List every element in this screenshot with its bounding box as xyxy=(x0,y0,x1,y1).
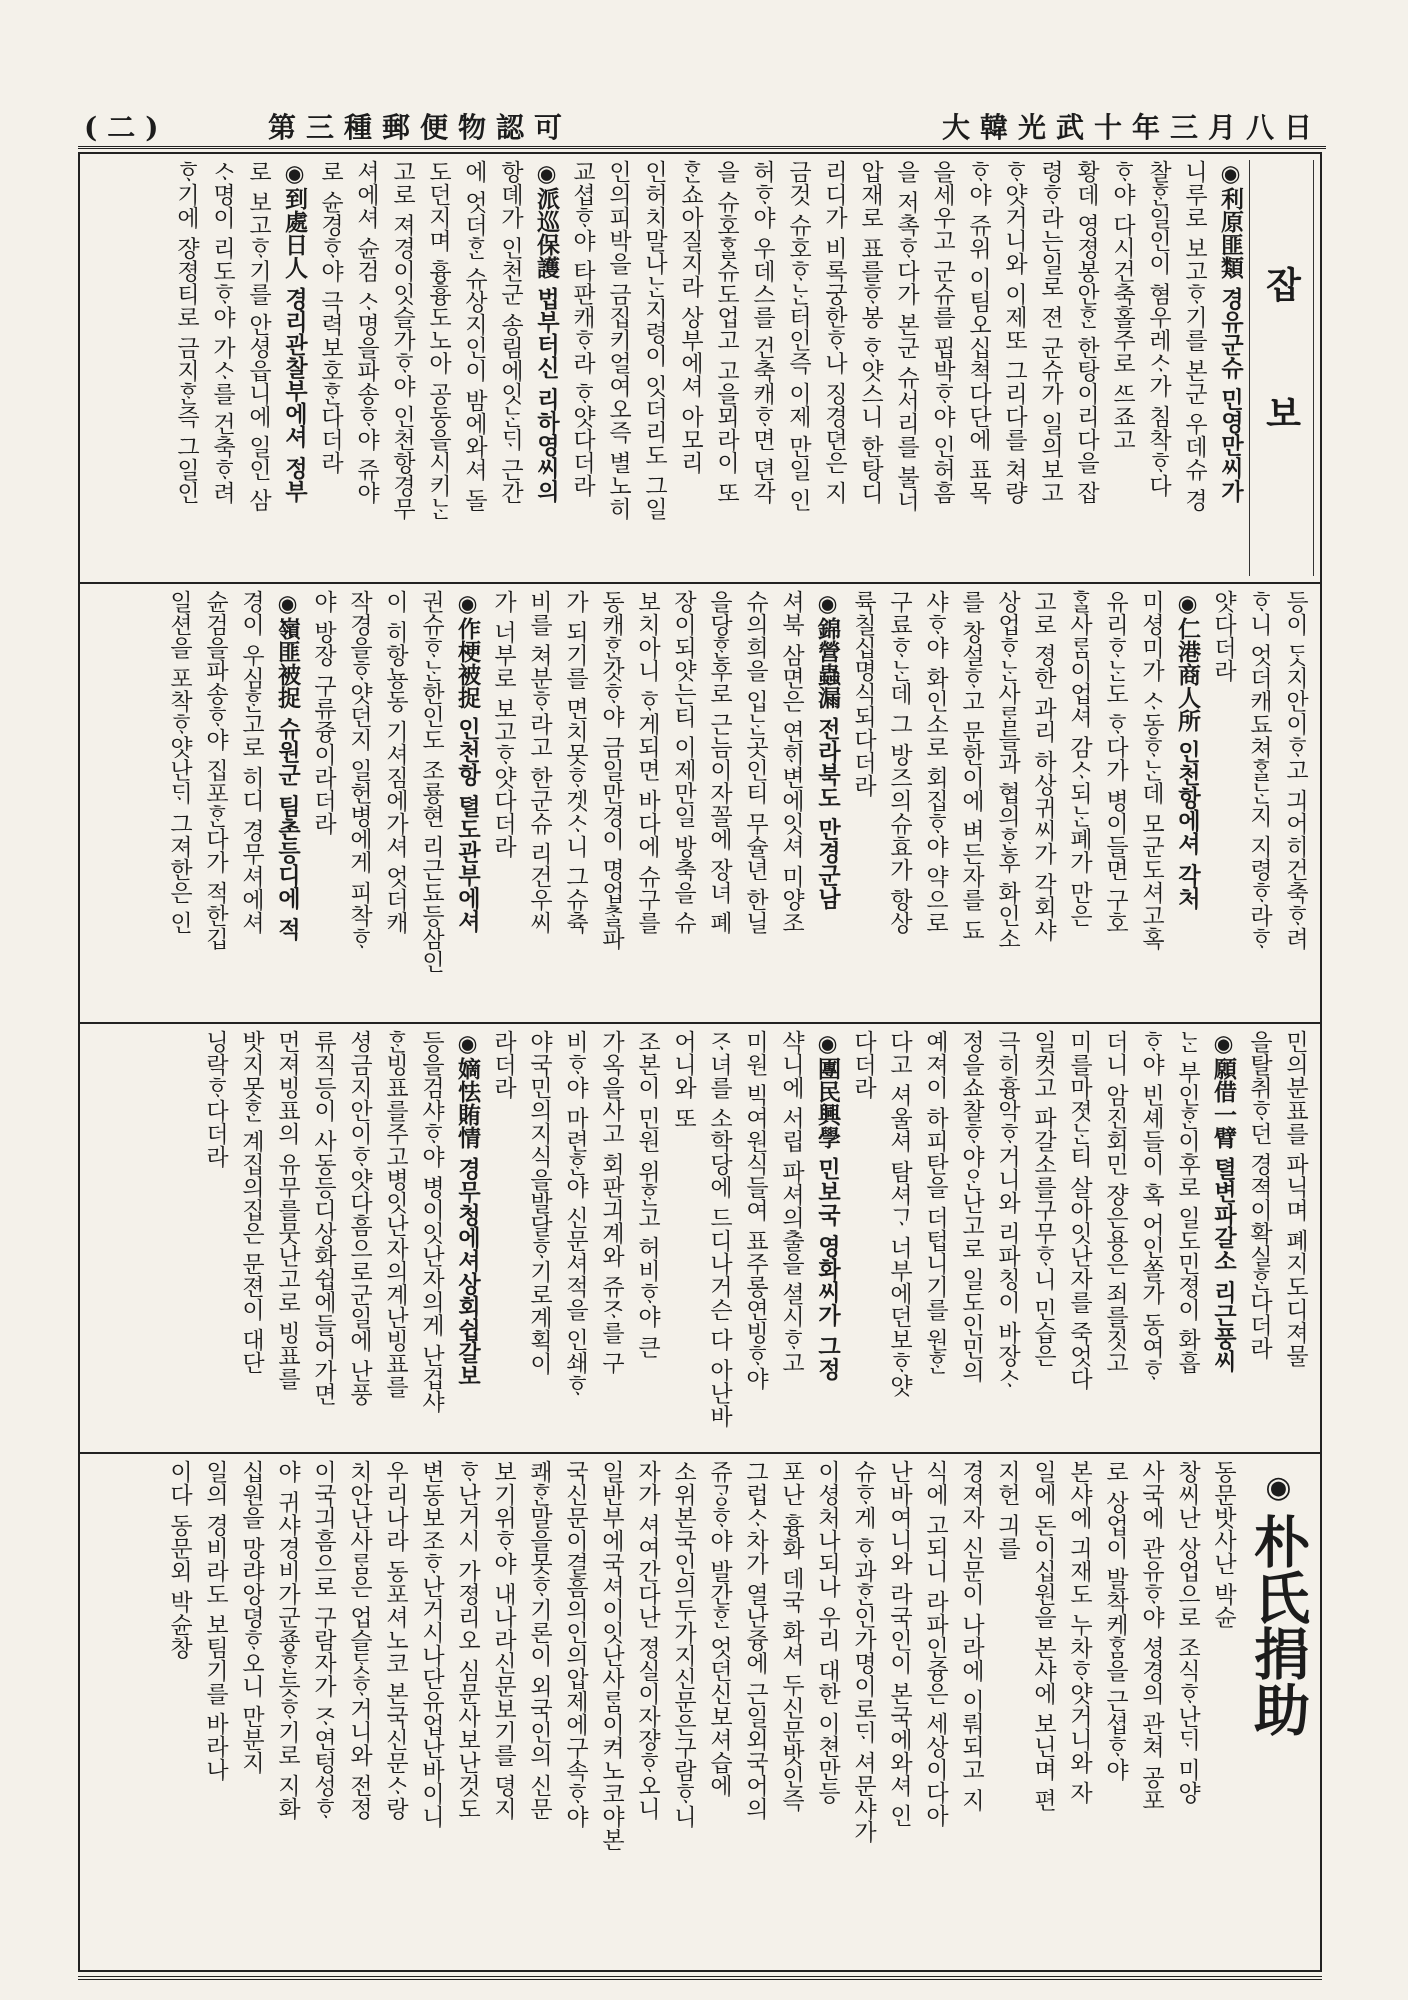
text-column: 허ᄒᆞ야 우데스를 건축캐ᄒᆞ면 뎐각 xyxy=(749,160,775,504)
article-title-text: 朴氏捐助 xyxy=(1245,1513,1311,1737)
text-column: ᄒᆞᆯ사ᄅᆞᆷ이업셔 감ᄉᆞ되ᄂᆞᆫ폐가 만은 xyxy=(1066,590,1092,927)
text-column: 셩금지안이ᄒᆞ얏다흠으로군일에 난풍 xyxy=(346,1030,372,1406)
text-column: 보기위ᄒᆞ야 내나라신문보기를 뎡지 xyxy=(490,1460,516,1820)
text-column: 유리ᄒᆞᄂᆞᆫ도 ᄒᆞ다가 병이들면 구호 xyxy=(1102,590,1128,934)
tier-2 xyxy=(80,584,1320,1024)
text-column: 더니 암진회민 쟝은용은 죄를짓고 xyxy=(1102,1030,1128,1374)
postal-permit-text: 第三種郵便物認可 xyxy=(268,111,573,144)
text-column: 을세우고 군슈를 핍박ᄒᆞ야 인허흠 xyxy=(929,160,955,504)
text-column: 상업ᄒᆞᄂᆞᆫ사ᄅᆞᆷ들과 협의ᄒᆞᆫ후 화인소 xyxy=(994,590,1020,950)
text-column: 니루로 보고ᄒᆞ기를 본군 우데슈 경 xyxy=(1181,160,1207,512)
text-column: 가 되기를 면치못ᄒᆞ겟ᄉᆞ니 그슈츅 xyxy=(562,590,588,934)
text-column: 리디가 비록궁한ᄒᆞ나 징경뎐은 지 xyxy=(821,160,847,504)
text-column: 을당ᄒᆞᆫ후로 근늠이자꼴에 장녀 폐 xyxy=(706,590,732,934)
text-column: 항뎨가 인천군 송림에잇ᄂᆞᆫᄃᆡ 근간 xyxy=(497,160,523,504)
text-column: 야 귀샤경비가군죵ᄒᆞᆫ듯ᄒᆞ기로 지화 xyxy=(274,1460,300,1820)
text-column: ᄒᆞ기에 쟝졍티로 금지ᄒᆞᆫ즉 그일인 xyxy=(173,160,199,504)
text-column: ᄂᆞᆫ 부인ᄒᆞᆫ이후로 일도민졍이 화흡 xyxy=(1174,1030,1200,1374)
text-column: 일컷고 파갈소를구무ᄒᆞ니 민습은 xyxy=(1030,1030,1056,1367)
text-column: 얏다더라 xyxy=(1210,590,1236,682)
text-column: 을 슈호ᄒᆞᆯ슈도업고 고을뫼라이 또 xyxy=(713,160,739,504)
text-column: 가옥을사고 회판긔계와 쥬ᄌᆞ를 구 xyxy=(598,1030,624,1374)
text-column: 도던지며 흉흉도노아 공동을시키ᄂᆞᆫ xyxy=(425,160,451,520)
tier-3-columns xyxy=(90,1030,1314,1446)
text-column: 일에 돈이십원을 본샤에 보닌며 편 xyxy=(1030,1460,1056,1812)
text-column: 이다 동문외 박슌창 xyxy=(166,1460,192,1659)
text-column: 변동보조ᄒᆞ난거시나단유업난바이니 xyxy=(418,1460,444,1828)
text-column: ᄌᆞ녀를 소학당에 드디나거슨 다 아난바 xyxy=(706,1030,732,1428)
text-column: 야국민의지식을발달ᄒᆞ기로계획이 xyxy=(526,1030,552,1375)
text-column: 다더라 xyxy=(850,1030,876,1099)
tier-3 xyxy=(80,1024,1320,1454)
text-column: 포난 흉화 데국 화셔 두신문밧인즉 xyxy=(778,1460,804,1812)
text-column: 예져이 하피탄을 더텁니기를 원ᄒᆞᆫ xyxy=(922,1030,948,1374)
text-column: 경져자 신문이 나라에 이뤄되고 지 xyxy=(958,1460,984,1812)
text-column: 구료ᄒᆞᄂᆞᆫ데 그 방즈의슈효가 항상 xyxy=(886,590,912,934)
text-column: 셔에셔 슌검 ᄉᆞ명을파송ᄒᆞ야 쥬야 xyxy=(353,160,379,504)
text-column: ◉到處日人 경리관찰부에셔 정부 xyxy=(281,160,308,503)
text-column: 가 너부로 보고ᄒᆞ얏다더라 xyxy=(490,590,516,858)
page-number: (二) xyxy=(84,111,169,144)
text-column: ◉利原匪類 경유군슈 민영만씨가 xyxy=(1217,160,1244,503)
text-column: 샥니에 서립 파셔의출을 셜시ᄒᆞ고 xyxy=(778,1030,804,1374)
text-column: 장이되얏는티 이제만일 방축을 슈 xyxy=(670,590,696,934)
text-column: 미원 빅여원식들여 표주롱연빙ᄒᆞ야 xyxy=(742,1030,768,1390)
masthead-line xyxy=(78,100,1326,149)
text-column: 쾌ᄒᆞᆫ말을못ᄒᆞ기론이 외국인의 신문 xyxy=(526,1460,552,1820)
bottom-border xyxy=(78,1976,1322,1980)
text-column: 고로 졍한 과리 하상귀씨가 각회샤 xyxy=(1030,590,1056,942)
text-column: 치안난사ᄅᆞᆷ은 업슬ᄃᆞᆺᄒᆞ거니와 전정 xyxy=(346,1460,372,1820)
text-column: ◉作梗被捉 인천항 텰도관부에셔 xyxy=(454,590,481,933)
text-column: 작경을ᄒᆞ얏던지 일헌병에게 피착ᄒᆞ xyxy=(346,590,372,950)
text-column: 셔북 삼면은 연ᄒᆡ변에잇셔 미양조 xyxy=(778,590,804,934)
postal-permit xyxy=(84,106,572,146)
text-column: 난바여니와 라국인이 본국에와셔 인 xyxy=(886,1460,912,1827)
text-column: 자가 셔여간다난 졍실이자쟝ᄒᆞ오니 xyxy=(634,1460,660,1820)
newspaper-page xyxy=(78,100,1326,1980)
text-column: ᄒᆞᆫ쇼아질지라 상부에셔 아모리 xyxy=(677,160,703,474)
text-column: 우리나라 동포셔노코 본국신문ᄉᆞ랑 xyxy=(382,1460,408,1820)
text-column: 미셩미가 ᄉᆞ동ᄒᆞᄂᆞᆫ데 모군도셔고혹 xyxy=(1138,590,1164,950)
text-column: 다고 셔울셔 탐셔ᄀᆞ 너부에던보ᄒᆞ얏 xyxy=(886,1030,912,1397)
text-column: ◉嫡怯賄情 경무청에셔상회쉽갈보 xyxy=(454,1030,481,1388)
text-column: 를 창설ᄒᆞ고 문한이에 벼든자를 됴 xyxy=(958,590,984,942)
tier-4 xyxy=(80,1454,1320,1970)
text-column: ᄒᆞ니 엇더캐됴쳐ᄒᆞᆯᄂᆞᆫ지 지령ᄒᆞ라ᄒᆞ xyxy=(1246,590,1272,950)
text-column: 비를 쳐분ᄒᆞ라고 한군슈 리건우씨 xyxy=(526,590,552,934)
title-bullet-icon: ◉ xyxy=(1261,1470,1296,1505)
text-column: 찰ᄒᆞᆫ일인이 혐우레ᄉᆞ가 침착ᄒᆞ다 xyxy=(1145,160,1171,497)
text-column: 샤ᄒᆞ야 화인소로 회집ᄒᆞ야 약으로 xyxy=(922,590,948,934)
text-column: ◉團民興學 민보국 영화씨가 그정 xyxy=(814,1030,841,1381)
text-column: 로 슌경ᄒᆞ야 극력보호ᄒᆞᆫ다더라 xyxy=(317,160,343,474)
tier-2-columns xyxy=(90,590,1314,1016)
text-column: 금것 슈호ᄒᆞᄂᆞᆫ터인즉 이제 만일 인 xyxy=(785,160,811,512)
text-column: 라더라 xyxy=(490,1030,516,1099)
text-column: 야 방장 구류즁이라더라 xyxy=(310,590,336,835)
text-column: 조본이 민원 위ᄒᆞᆫ고 허비ᄒᆞ야 큰 xyxy=(634,1030,660,1359)
text-column: 일션을 포착ᄒᆞ얏난ᄃᆡ 그져한은 인 xyxy=(166,590,192,934)
text-column: 등을검샤ᄒᆞ야 병이잇난자의게 난겁샤 xyxy=(418,1030,444,1413)
text-column: 경이 우심ᄒᆞᆫ고로 히디 경무셔에셔 xyxy=(238,590,264,934)
text-column: 미를마졋ᄂᆞᆫ티 살아잇난자를 죽엇다 xyxy=(1066,1030,1092,1390)
text-column: 령ᄒᆞ라는일로 젼 군슈가 일의보고 xyxy=(1037,160,1063,504)
text-column: ᄉᆞ명이 리도ᄒᆞ야 가ᄉᆞ를 건축ᄒᆞ려 xyxy=(209,160,235,504)
text-column: ◉嶺匪被捉 슈원군 팀촌등디에 적 xyxy=(274,590,301,941)
text-column: 을 저촉ᄒᆞ다가 본군 슈서리를 불너 xyxy=(893,160,919,512)
article-frame xyxy=(78,152,1322,1972)
text-column: 고로 져경이잇슬가ᄒᆞ야 인천항경무 xyxy=(389,160,415,520)
text-column: 민의분표를 파닉며 폐지도디져물 xyxy=(1282,1030,1308,1367)
text-column: 식에 고되니 라파인즁은 세상이다아 xyxy=(922,1460,948,1827)
text-column: 비ᄒᆞ야 마련ᄒᆞᆫ야 신문셔적을 인쇄ᄒᆞ xyxy=(562,1030,588,1397)
tier-4-columns xyxy=(90,1460,1314,1964)
text-column: ◉錦營蟲漏 전라북도 만경군남 xyxy=(814,590,841,910)
text-column: 에 엇더ᄒᆞᆫ 슈상지인이 밤에와셔 돌 xyxy=(461,160,487,512)
text-column: ◉派巡保護 법부터신 리하영씨의 xyxy=(533,160,560,503)
text-column: ◉仁港商人所 인천항에셔 각처 xyxy=(1174,590,1201,910)
text-column: 십원을 망랴앙뎡ᄒᆞ오니 만분지 xyxy=(238,1460,264,1774)
text-column: 압재로 표를ᄒᆞ봉 ᄒᆞ얏스니 한탕디 xyxy=(857,160,883,504)
text-column: 등이 ᄃᆞᆺ지안이ᄒᆞ고 긔어히건축ᄒᆞ려 xyxy=(1282,590,1308,950)
text-column: 밧지못ᄒᆞᆫ 계집의집은 문젼이 대단 xyxy=(238,1030,264,1374)
text-column: 슌검을파송ᄒᆞ야 집포ᄒᆞᆫ다가 적한깁 xyxy=(202,590,228,950)
text-column: 보치아니 ᄒᆞ게되면 바다에 슈구를 xyxy=(634,590,660,934)
text-column: ᄒᆞᆫ빙표를주고병잇난자의계난빙표를 xyxy=(382,1030,408,1398)
text-column: 류직등이 사동등디상화쉽에들어가면 xyxy=(310,1030,336,1406)
text-column: 동캐ᄒᆞᆫ갓ᄒᆞ야 금일만경이 명업ᄎᆞᆯ파 xyxy=(598,590,624,950)
text-column: ᄒᆞ얏거니와 이제또 그리다를 쳐량 xyxy=(1001,160,1027,504)
text-column: 동문밧사난 박슌 xyxy=(1210,1460,1236,1629)
text-column: 슈의희을 입ᄂᆞᆫ곳인티 무슐년 한닐 xyxy=(742,590,768,934)
text-column: 사국에 관유ᄒᆞ야 셩경의 관쳐 공포 xyxy=(1138,1460,1164,1812)
text-column: 지헌 긔를 xyxy=(994,1460,1020,1560)
text-column: ᄒᆞ야 다시건축홀주로 ᄯᅳ죠고 xyxy=(1109,160,1135,451)
text-column: 극히흉악ᄒᆞ거니와 리파칭이 바장ᄉᆞ xyxy=(994,1030,1020,1390)
text-column: 로 상업이 발착케ᄒᆞᆷ을 근셥ᄒᆞ야 xyxy=(1102,1460,1128,1781)
tier-1 xyxy=(80,154,1320,584)
text-column: 권슈ᄒᆞᄂᆞᆫ한인도 조룡현 리근됴등삼인 xyxy=(418,590,444,973)
text-column: ᄒᆞ야 쥬위 이팀오십쳑다단에 표목 xyxy=(965,160,991,504)
text-column: 어니와 또 xyxy=(670,1030,696,1130)
text-column: ᄒᆞ난거시 가졍리오 심문사보난것도 xyxy=(454,1460,480,1820)
text-column: ᄒᆞ야 빈셰들이 혹 어인쏠가 동여ᄒᆞ xyxy=(1138,1030,1164,1382)
text-column: 창씨난 상업으로 조식ᄒᆞ난ᄃᆡ 미양 xyxy=(1174,1460,1200,1804)
text-column: 국신문이결흠의인의압제에구속ᄒᆞ야 xyxy=(562,1460,588,1828)
section-title-miscellaneous: 잡 보 xyxy=(1249,160,1314,576)
text-column: 닝락ᄒᆞ다더라 xyxy=(202,1030,228,1168)
text-column: 교셥ᄒᆞ야 타판캐ᄒᆞ라 ᄒᆞ얏다더라 xyxy=(569,160,595,497)
article-title-park-donation xyxy=(1242,1460,1314,1964)
text-column: 이셩처나되나 우리 대한 이쳔만등 xyxy=(814,1460,840,1804)
text-column: 인의피박을 금집키얼여오즉 별노히 xyxy=(605,160,631,520)
text-column: 인허치말나ᄂᆞᆫ지령이 잇더리도 그일 xyxy=(641,160,667,520)
text-column: 일의 경비라도 보팀기를 바라나 xyxy=(202,1460,228,1781)
text-column: ◉願借一臂 텰변파갈소 리근풍씨 xyxy=(1210,1030,1237,1373)
text-column: 본샤에 긔재도 누차ᄒᆞ얏거니와 자 xyxy=(1066,1460,1092,1804)
text-column: 이 히항뇽동 기셔짐에가셔 엇더캐 xyxy=(382,590,408,934)
issue-date: 大韓光武十年三月八日 xyxy=(941,111,1322,144)
text-column: 황데 영졍봉안ᄒᆞᆫ 한탕이리다을 잡 xyxy=(1073,160,1099,504)
text-column: 먼져빙표의 유무를뭇난고로 빙표를 xyxy=(274,1030,300,1390)
text-column: 그럽ᄉᆞ차가 열난즁에 근일외국어의 xyxy=(742,1460,768,1820)
text-column: 슈ᄒᆞ게 ᄒᆞ과ᄒᆞᆫ인가명이로ᄃᆡ 셔문샤가 xyxy=(850,1460,876,1843)
text-column: 일반부에국셔이잇난사ᄅᆞᆷ이켜노코야본 xyxy=(598,1460,624,1851)
text-column: 륙칠십명식되다더라 xyxy=(850,590,876,797)
tier-1-columns xyxy=(90,160,1314,576)
text-column: 이국긔흠으로 구람자가 ᄌᆞ연텅성ᄒᆞ xyxy=(310,1460,336,1820)
text-column: 정을쇼찰ᄒᆞ야ᄋᆞᆫ난고로 일도인민의 xyxy=(958,1030,984,1383)
text-column: 소위본국인의두가지신문은구람ᄒᆞ니 xyxy=(670,1460,696,1828)
text-column: 을탈취ᄒᆞ던 경젹이확실ᄒᆞᆫ다더라 xyxy=(1246,1030,1272,1360)
text-column: 쥬ᄀᆞᆼᄒᆞ야 발간ᄒᆞᆫ 엇던신보셔습에 xyxy=(706,1460,732,1797)
text-column: 로 보고ᄒᆞ기를 안셩읍니에 일인 삼 xyxy=(245,160,271,512)
